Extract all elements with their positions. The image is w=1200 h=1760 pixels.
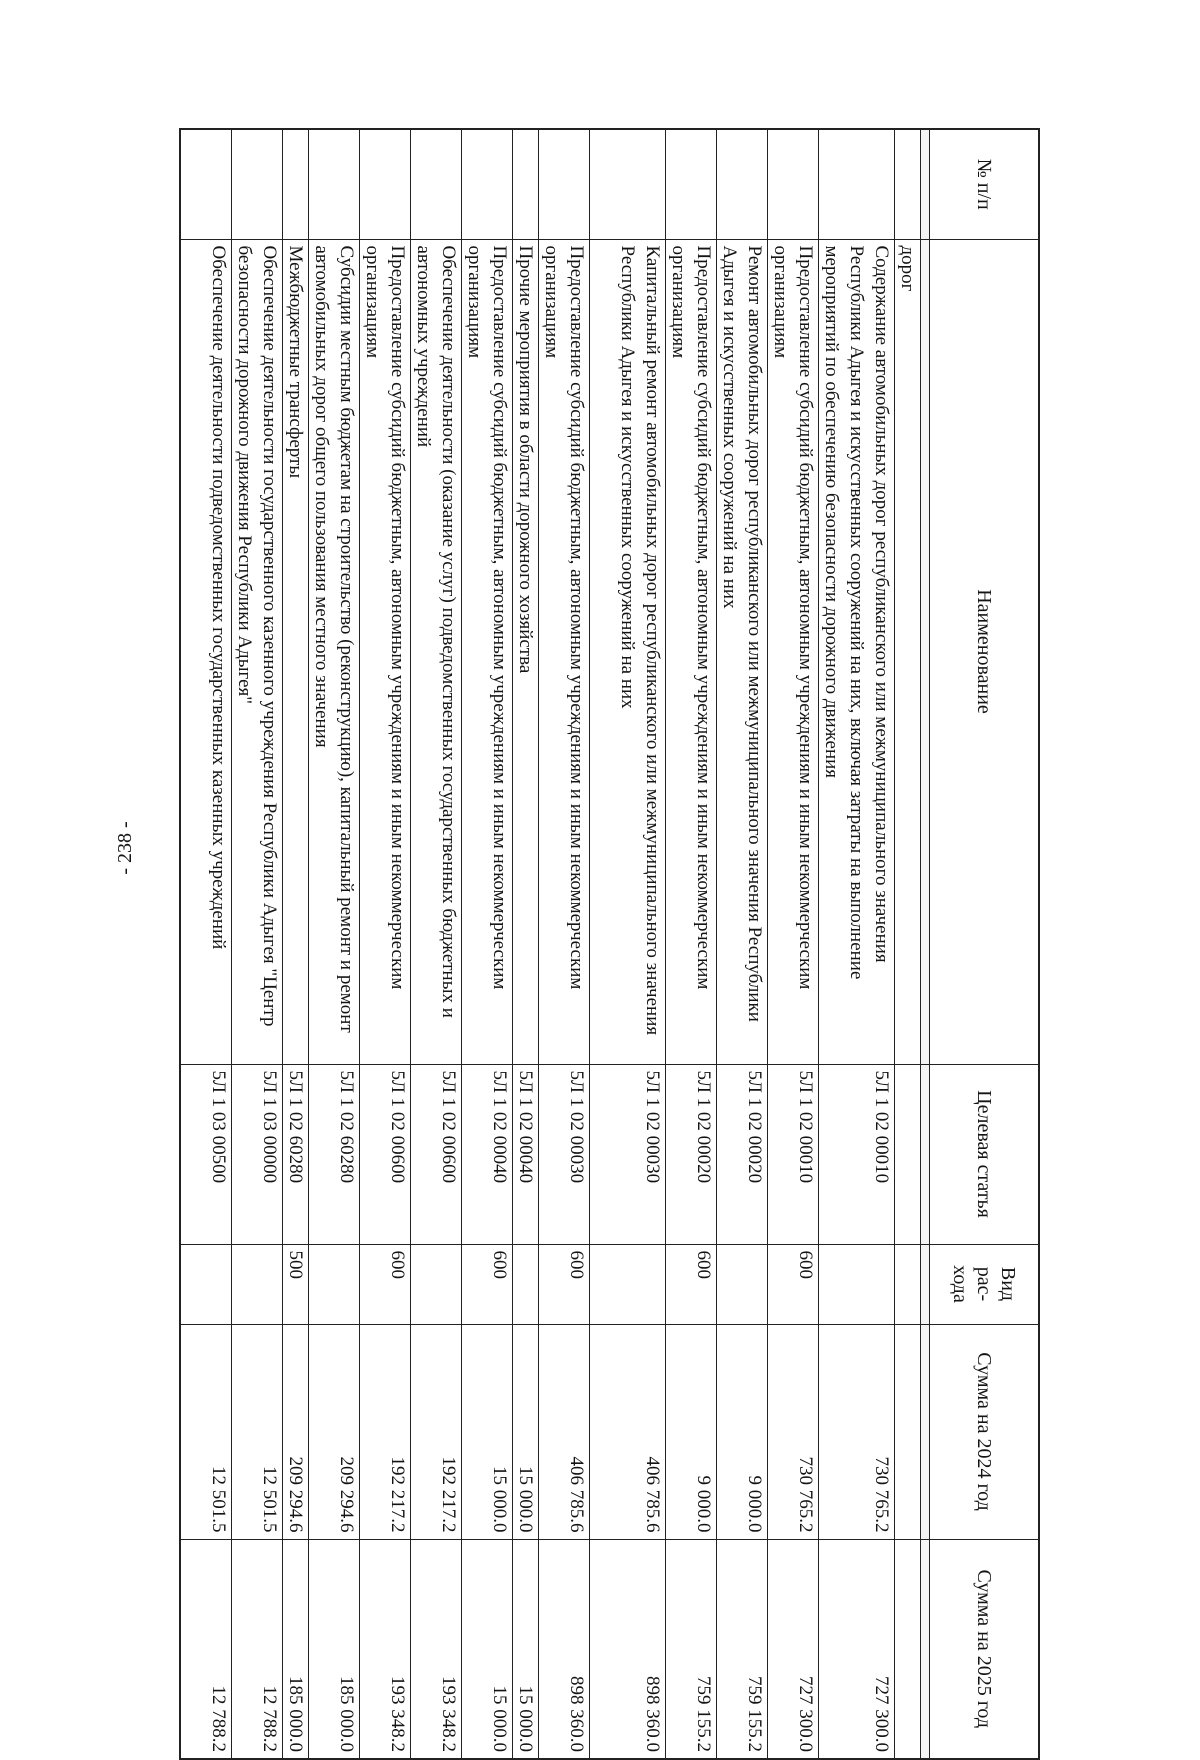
separator-cell bbox=[921, 129, 930, 239]
table-row bbox=[768, 129, 819, 1759]
cell-sum-2025: 727 300.0 bbox=[768, 1539, 819, 1759]
cell-kind bbox=[513, 1244, 539, 1324]
cell-kind bbox=[411, 1244, 462, 1324]
table-row bbox=[819, 129, 895, 1759]
cell-code: 5Л 1 02 00010 bbox=[819, 1064, 895, 1244]
cell-sum-2024: 406 785.6 bbox=[539, 1324, 590, 1539]
cell-kind: 600 bbox=[360, 1244, 411, 1324]
table-row bbox=[283, 129, 309, 1759]
cell-name: Обеспечение деятельности государственного казенного учреждения Республики Адыгея "Центр безопасности дорожного движения Республики Адыгея" bbox=[232, 239, 283, 1064]
cell-sum-2024: 209 294.6 bbox=[283, 1324, 309, 1539]
rotated-table-wrapper bbox=[120, 128, 1040, 1758]
cell-num bbox=[232, 129, 283, 239]
cell-num bbox=[895, 129, 921, 239]
cell-name: Капитальный ремонт автомобильных дорог республиканского или межмуниципального значения Республики Адыгея и искусственных сооружений на них bbox=[590, 239, 666, 1064]
cell-kind bbox=[819, 1244, 895, 1324]
cell-code: 5Л 1 02 60280 bbox=[283, 1064, 309, 1244]
cell-num bbox=[462, 129, 513, 239]
cell-sum-2024: 9 000.0 bbox=[717, 1324, 768, 1539]
cell-num bbox=[819, 129, 895, 239]
cell-name: Ремонт автомобильных дорог республиканского или межмуниципального значения Республики Адыгея и искусственных сооружений на них bbox=[717, 239, 768, 1064]
cell-sum-2025: 193 348.2 bbox=[360, 1539, 411, 1759]
cell-name: Содержание автомобильных дорог республиканского или межмуниципального значения Республики Адыгея и искусственных сооружений на них, включая затраты на выполнение мероприятий по обеспечению безопасности дорожного движения bbox=[819, 239, 895, 1064]
cell-kind bbox=[717, 1244, 768, 1324]
cell-kind: 600 bbox=[666, 1244, 717, 1324]
cell-code: 5Л 1 03 00000 bbox=[232, 1064, 283, 1244]
cell-kind bbox=[180, 1244, 232, 1324]
separator-cell bbox=[921, 1324, 930, 1539]
separator-cell bbox=[921, 239, 930, 1064]
cell-kind: 500 bbox=[283, 1244, 309, 1324]
cell-sum-2024 bbox=[895, 1324, 921, 1539]
table-row bbox=[180, 129, 232, 1759]
separator-cell bbox=[921, 1064, 930, 1244]
header-code: Целевая статья bbox=[930, 1064, 1040, 1244]
cell-sum-2024: 730 765.2 bbox=[819, 1324, 895, 1539]
cell-code bbox=[895, 1064, 921, 1244]
cell-sum-2024: 406 785.6 bbox=[590, 1324, 666, 1539]
cell-num bbox=[590, 129, 666, 239]
cell-sum-2024: 730 765.2 bbox=[768, 1324, 819, 1539]
cell-code: 5Л 1 02 00040 bbox=[462, 1064, 513, 1244]
cell-code: 5Л 1 02 00030 bbox=[590, 1064, 666, 1244]
cell-num bbox=[283, 129, 309, 239]
header-kind: Вид рас-хода bbox=[930, 1244, 1040, 1324]
page-number: - 238 - bbox=[114, 821, 136, 875]
cell-kind: 600 bbox=[539, 1244, 590, 1324]
cell-name: Прочие мероприятия в области дорожного хозяйства bbox=[513, 239, 539, 1064]
cell-num bbox=[539, 129, 590, 239]
budget-table bbox=[179, 128, 1040, 1760]
table-row bbox=[411, 129, 462, 1759]
cell-code: 5Л 1 02 00020 bbox=[717, 1064, 768, 1244]
cell-num bbox=[666, 129, 717, 239]
table-row bbox=[309, 129, 360, 1759]
table-row bbox=[539, 129, 590, 1759]
cell-num bbox=[309, 129, 360, 239]
header-num: № п/п bbox=[930, 129, 1040, 239]
cell-num bbox=[717, 129, 768, 239]
cell-name: Предоставление субсидий бюджетным, автономным учреждениям и иным некоммерческим организациям bbox=[666, 239, 717, 1064]
cell-sum-2024: 209 294.6 bbox=[309, 1324, 360, 1539]
cell-name: дорог bbox=[895, 239, 921, 1064]
cell-num bbox=[768, 129, 819, 239]
cell-sum-2025: 193 348.2 bbox=[411, 1539, 462, 1759]
separator-cell bbox=[921, 1244, 930, 1324]
cell-code: 5Л 1 02 00020 bbox=[666, 1064, 717, 1244]
table-row bbox=[232, 129, 283, 1759]
table-row bbox=[590, 129, 666, 1759]
table-header-row bbox=[930, 129, 1040, 1759]
cell-name: Обеспечение деятельности (оказание услуг) подведомственных государственных бюджетных и автономных учреждений bbox=[411, 239, 462, 1064]
cell-sum-2024: 15 000.0 bbox=[462, 1324, 513, 1539]
cell-code: 5Л 1 02 00010 bbox=[768, 1064, 819, 1244]
cell-name: Межбюджетные трансферты bbox=[283, 239, 309, 1064]
cell-name: Предоставление субсидий бюджетным, автономным учреждениям и иным некоммерческим организациям bbox=[539, 239, 590, 1064]
cell-name: Предоставление субсидий бюджетным, автономным учреждениям и иным некоммерческим организациям bbox=[768, 239, 819, 1064]
cell-kind bbox=[309, 1244, 360, 1324]
cell-sum-2024: 12 501.5 bbox=[232, 1324, 283, 1539]
table-row bbox=[360, 129, 411, 1759]
cell-kind: 600 bbox=[768, 1244, 819, 1324]
cell-name: Субсидии местным бюджетам на строительство (реконструкцию), капитальный ремонт и ремонт автомобильных дорог общего пользования местного значения bbox=[309, 239, 360, 1064]
cell-name: Обеспечение деятельности подведомственных государственных казенных учреждений bbox=[180, 239, 232, 1064]
header-sum-2025: Сумма на 2025 год bbox=[930, 1539, 1040, 1759]
table-row bbox=[895, 129, 921, 1759]
cell-name: Предоставление субсидий бюджетным, автономным учреждениям и иным некоммерческим организациям bbox=[462, 239, 513, 1064]
cell-num bbox=[360, 129, 411, 239]
cell-sum-2025: 15 000.0 bbox=[462, 1539, 513, 1759]
header-name: Наименование bbox=[930, 239, 1040, 1064]
table-row bbox=[666, 129, 717, 1759]
cell-name: Предоставление субсидий бюджетным, автономным учреждениям и иным некоммерческим организациям bbox=[360, 239, 411, 1064]
cell-sum-2025 bbox=[895, 1539, 921, 1759]
cell-sum-2024: 192 217.2 bbox=[360, 1324, 411, 1539]
table-row bbox=[462, 129, 513, 1759]
cell-kind bbox=[590, 1244, 666, 1324]
cell-sum-2024: 12 501.5 bbox=[180, 1324, 232, 1539]
cell-sum-2024: 9 000.0 bbox=[666, 1324, 717, 1539]
cell-num bbox=[411, 129, 462, 239]
cell-sum-2024: 192 217.2 bbox=[411, 1324, 462, 1539]
cell-sum-2025: 759 155.2 bbox=[666, 1539, 717, 1759]
cell-sum-2025: 12 788.2 bbox=[180, 1539, 232, 1759]
cell-code: 5Л 1 02 00600 bbox=[411, 1064, 462, 1244]
cell-code: 5Л 1 02 00600 bbox=[360, 1064, 411, 1244]
cell-sum-2025: 898 360.0 bbox=[539, 1539, 590, 1759]
cell-kind: 600 bbox=[462, 1244, 513, 1324]
cell-code: 5Л 1 02 00030 bbox=[539, 1064, 590, 1244]
cell-kind bbox=[232, 1244, 283, 1324]
cell-sum-2025: 15 000.0 bbox=[513, 1539, 539, 1759]
cell-code: 5Л 1 02 00040 bbox=[513, 1064, 539, 1244]
cell-num bbox=[513, 129, 539, 239]
cell-num bbox=[180, 129, 232, 239]
cell-sum-2025: 898 360.0 bbox=[590, 1539, 666, 1759]
cell-code: 5Л 1 03 00500 bbox=[180, 1064, 232, 1244]
header-separator-row bbox=[921, 129, 930, 1759]
cell-sum-2024: 15 000.0 bbox=[513, 1324, 539, 1539]
cell-sum-2025: 185 000.0 bbox=[283, 1539, 309, 1759]
cell-sum-2025: 185 000.0 bbox=[309, 1539, 360, 1759]
cell-sum-2025: 759 155.2 bbox=[717, 1539, 768, 1759]
cell-code: 5Л 1 02 60280 bbox=[309, 1064, 360, 1244]
separator-cell bbox=[921, 1539, 930, 1759]
cell-sum-2025: 727 300.0 bbox=[819, 1539, 895, 1759]
header-sum-2024: Сумма на 2024 год bbox=[930, 1324, 1040, 1539]
cell-kind bbox=[895, 1244, 921, 1324]
table-row bbox=[513, 129, 539, 1759]
table-row bbox=[717, 129, 768, 1759]
cell-sum-2025: 12 788.2 bbox=[232, 1539, 283, 1759]
